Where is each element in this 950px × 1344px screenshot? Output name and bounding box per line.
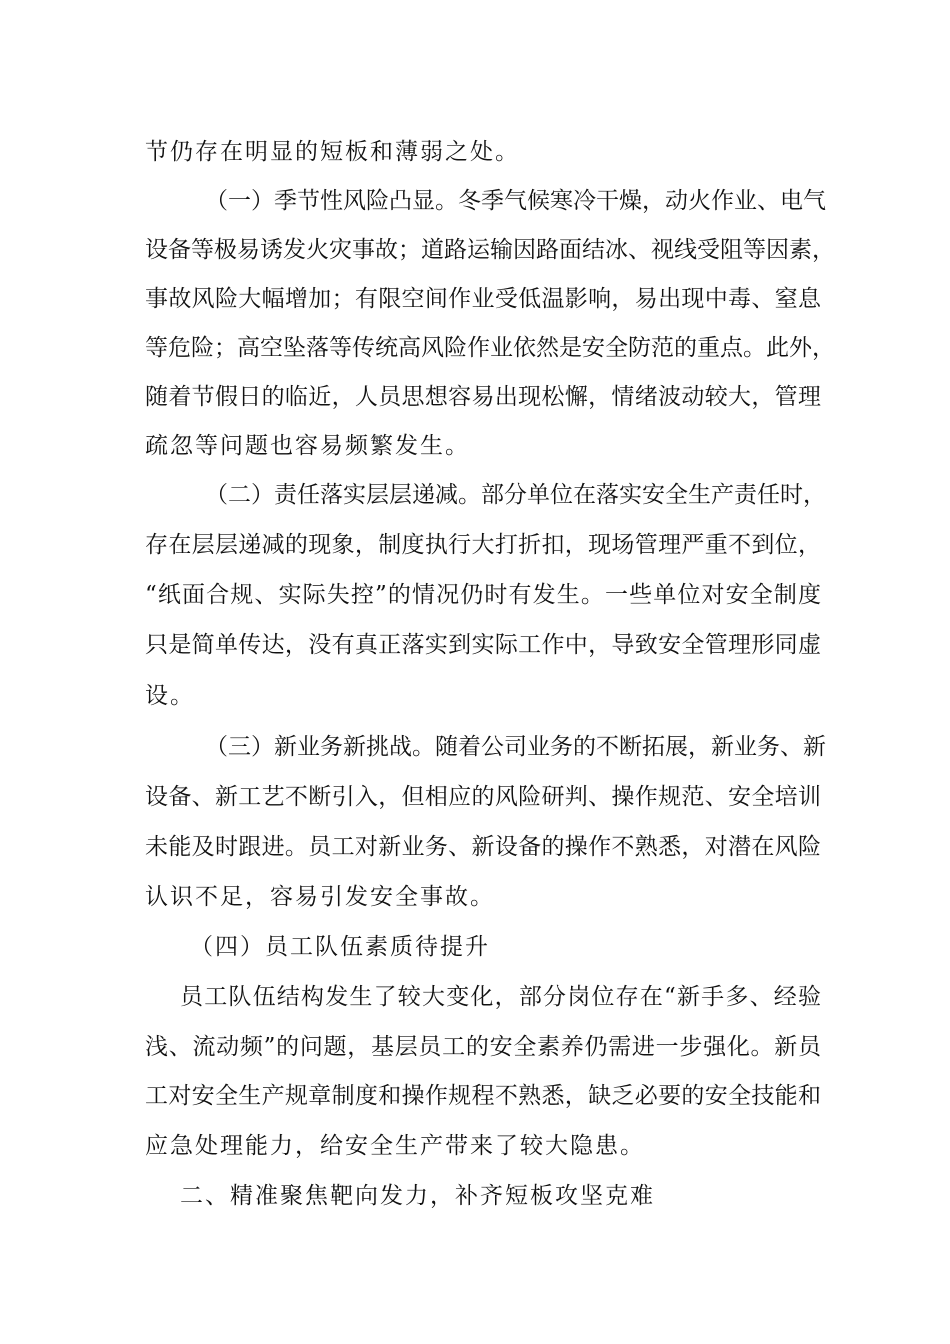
text-line: 设备等极易诱发火灾事故；道路运输因路面结冰、视线受阻等因素，: [145, 237, 835, 263]
text-line: 设。: [145, 683, 195, 709]
text-line: 节仍存在明显的短板和薄弱之处。: [145, 139, 520, 165]
text-line: “纸面合规、实际失控”的情况仍时有发生。一些单位对安全制度: [145, 582, 821, 608]
text-line: 应急处理能力，给安全生产带来了较大隐患。: [145, 1133, 645, 1159]
text-line: （三）新业务新挑战。随着公司业务的不断拓展，新业务、新: [205, 734, 826, 760]
text-line: 未能及时跟进。员工对新业务、新设备的操作不熟悉，对潜在风险: [145, 834, 821, 860]
text-line: 疏忽等问题也容易频繁发生。: [145, 433, 470, 459]
text-line: 事故风险大幅增加；有限空间作业受低温影响，易出现中毒、窒息: [145, 286, 821, 312]
text-line: （二）责任落实层层递减。部分单位在落实安全生产责任时，: [205, 482, 826, 508]
text-line: （四）员工队伍素质待提升: [190, 934, 490, 960]
text-line: （一）季节性风险凸显。冬季气候寒冷干燥，动火作业、电气: [205, 188, 826, 214]
text-line: 设备、新工艺不断引入，但相应的风险研判、操作规范、安全培训: [145, 784, 821, 810]
text-line: 工对安全生产规章制度和操作规程不熟悉，缺乏必要的安全技能和: [145, 1083, 821, 1109]
text-line: 认识不足，容易引发安全事故。: [145, 884, 495, 910]
text-line: 只是简单传达，没有真正落实到实际工作中，导致安全管理形同虚: [145, 632, 821, 658]
text-line: 二、精准聚焦靶向发力，补齐短板攻坚克难: [180, 1183, 655, 1209]
text-line: 浅、流动频”的问题，基层员工的安全素养仍需进一步强化。新员: [145, 1034, 821, 1060]
text-line: 等危险；高空坠落等传统高风险作业依然是安全防范的重点。此外，: [145, 335, 835, 361]
text-line: 随着节假日的临近，人员思想容易出现松懈，情绪波动较大，管理: [145, 384, 821, 410]
text-line: 员工队伍结构发生了较大变化，部分岗位存在“新手多、经验: [180, 984, 821, 1010]
text-line: 存在层层递减的现象，制度执行大打折扣，现场管理严重不到位，: [145, 532, 821, 558]
